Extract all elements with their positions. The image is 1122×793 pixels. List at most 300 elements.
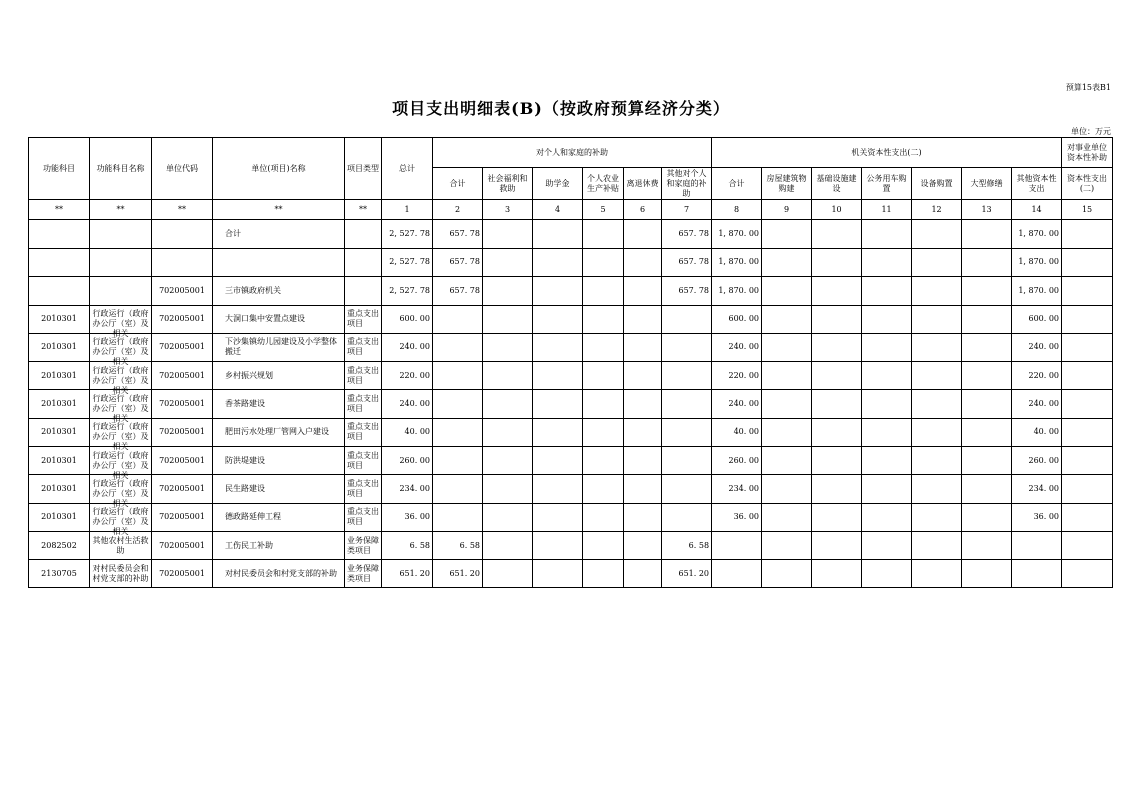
vehicle-cell bbox=[862, 418, 912, 446]
table-row bbox=[29, 446, 1113, 474]
building-cell bbox=[762, 305, 812, 333]
project-name-cell bbox=[213, 418, 345, 446]
subsidy-cap2-cell bbox=[1062, 418, 1113, 446]
capital-sum-cell bbox=[712, 446, 762, 474]
unit-code-cell bbox=[152, 531, 213, 559]
personal-sum-cell bbox=[433, 220, 483, 249]
repair-cell bbox=[962, 475, 1012, 503]
total-cell bbox=[382, 305, 433, 333]
func-name-cell-text: 行政运行（政府办公厅（室）及相关 bbox=[92, 309, 149, 339]
table-row bbox=[29, 531, 1113, 559]
total-cell-text: 260. 00 bbox=[399, 455, 430, 465]
unit-code-cell bbox=[152, 220, 213, 249]
project-name-cell bbox=[213, 220, 345, 249]
personal-other-cell-text: 651. 20 bbox=[678, 568, 710, 578]
table-row bbox=[29, 362, 1113, 390]
personal-other-cell-text: 657. 78 bbox=[678, 285, 710, 295]
func-name-cell bbox=[90, 475, 152, 508]
project-type-cell-text: 重点支出项目 bbox=[347, 337, 379, 357]
col-p-scholar: 助学金 bbox=[533, 168, 583, 200]
index-cell: ** bbox=[29, 200, 90, 220]
capital-other-cell bbox=[1012, 418, 1062, 446]
func-code-cell-text: 2130705 bbox=[41, 568, 77, 578]
unit-code-cell-text: 702005001 bbox=[159, 342, 205, 352]
capital-sum-cell-text: 1, 870. 00 bbox=[718, 228, 760, 238]
scholarship-cell bbox=[533, 333, 583, 361]
col-k-equip: 设备购置 bbox=[912, 168, 962, 200]
capital-sum-cell bbox=[712, 475, 762, 503]
personal-sum-cell bbox=[433, 305, 483, 333]
capital-sum-cell bbox=[712, 560, 762, 588]
building-cell bbox=[762, 475, 812, 503]
func-name-cell-text: 行政运行（政府办公厅（室）及相关 bbox=[92, 450, 149, 480]
infrastructure-cell bbox=[812, 248, 862, 277]
index-cell: ** bbox=[90, 200, 152, 220]
func-code-cell-text: 2010301 bbox=[41, 455, 77, 465]
vehicle-cell bbox=[862, 446, 912, 474]
capital-other-cell-text: 240. 00 bbox=[1028, 342, 1060, 352]
unit-code-cell bbox=[152, 503, 213, 531]
personal-other-cell bbox=[662, 446, 712, 474]
personal-sum-cell bbox=[433, 390, 483, 418]
func-name-cell bbox=[90, 531, 152, 559]
project-type-cell-text: 重点支出项目 bbox=[347, 365, 379, 385]
welfare-cell bbox=[483, 362, 533, 390]
func-code-cell-text: 2010301 bbox=[41, 399, 77, 409]
capital-other-cell-text: 600. 00 bbox=[1028, 314, 1060, 324]
total-cell-text: 234. 00 bbox=[399, 483, 430, 493]
equipment-cell bbox=[912, 560, 962, 588]
retirement-cell bbox=[624, 305, 662, 333]
func-code-cell bbox=[29, 305, 90, 333]
project-name-cell-text: 三市镇政府机关 bbox=[225, 285, 281, 295]
unit-code-cell bbox=[152, 560, 213, 588]
func-name-cell-text: 行政运行（政府办公厅（室）及相关 bbox=[92, 337, 149, 367]
project-name-cell-text: 合计 bbox=[225, 228, 241, 238]
capital-sum-cell bbox=[712, 418, 762, 446]
infrastructure-cell bbox=[812, 277, 862, 306]
col-p-sum: 合计 bbox=[433, 168, 483, 200]
project-type-cell bbox=[345, 418, 382, 446]
scholarship-cell bbox=[533, 248, 583, 277]
personal-sum-cell-text: 657. 78 bbox=[449, 257, 480, 267]
func-code-cell bbox=[29, 248, 90, 277]
func-name-cell-text: 其他农村生活救助 bbox=[92, 535, 149, 555]
total-cell bbox=[382, 503, 433, 531]
subsidy-cap2-cell bbox=[1062, 305, 1113, 333]
building-cell bbox=[762, 248, 812, 277]
agri-subsidy-cell bbox=[583, 362, 624, 390]
capital-sum-cell bbox=[712, 248, 762, 277]
welfare-cell bbox=[483, 531, 533, 559]
project-type-cell-text: 重点支出项目 bbox=[347, 309, 379, 329]
col-p-retire: 离退休费 bbox=[624, 168, 662, 200]
func-code-cell bbox=[29, 390, 90, 418]
personal-sum-cell bbox=[433, 560, 483, 588]
total-cell-text: 40. 00 bbox=[404, 427, 430, 437]
total-cell bbox=[382, 220, 433, 249]
capital-other-cell bbox=[1012, 503, 1062, 531]
repair-cell bbox=[962, 305, 1012, 333]
personal-sum-cell bbox=[433, 333, 483, 361]
col-k-vehicle: 公务用车购置 bbox=[862, 168, 912, 200]
infrastructure-cell bbox=[812, 475, 862, 503]
func-name-cell-text: 行政运行（政府办公厅（室）及相关 bbox=[92, 365, 149, 395]
capital-sum-cell bbox=[712, 277, 762, 306]
agri-subsidy-cell bbox=[583, 390, 624, 418]
table-row bbox=[29, 305, 1113, 333]
capital-sum-cell-text: 40. 00 bbox=[733, 427, 760, 437]
unit-code-cell-text: 702005001 bbox=[159, 427, 205, 437]
project-name-cell bbox=[213, 248, 345, 277]
repair-cell bbox=[962, 418, 1012, 446]
scholarship-cell bbox=[533, 418, 583, 446]
total-cell bbox=[382, 418, 433, 446]
agri-subsidy-cell bbox=[583, 220, 624, 249]
retirement-cell bbox=[624, 333, 662, 361]
func-code-cell bbox=[29, 220, 90, 249]
capital-other-cell bbox=[1012, 475, 1062, 503]
personal-sum-cell bbox=[433, 362, 483, 390]
unit-code-cell bbox=[152, 390, 213, 418]
project-name-cell bbox=[213, 531, 345, 559]
total-cell bbox=[382, 446, 433, 474]
retirement-cell bbox=[624, 560, 662, 588]
project-name-cell-text: 民生路建设 bbox=[225, 483, 265, 493]
personal-other-cell-text: 657. 78 bbox=[678, 257, 710, 267]
equipment-cell bbox=[912, 333, 962, 361]
agri-subsidy-cell bbox=[583, 418, 624, 446]
scholarship-cell bbox=[533, 220, 583, 249]
project-type-cell-text: 重点支出项目 bbox=[347, 507, 379, 527]
equipment-cell bbox=[912, 362, 962, 390]
capital-other-cell bbox=[1012, 277, 1062, 306]
equipment-cell bbox=[912, 277, 962, 306]
unit-label: 单位：万元 bbox=[1071, 127, 1111, 136]
retirement-cell bbox=[624, 277, 662, 306]
table-code: 预算15表B1 bbox=[1065, 83, 1111, 92]
infrastructure-cell bbox=[812, 503, 862, 531]
col-p-welfare: 社会福利和救助 bbox=[483, 168, 533, 200]
project-name-cell-text: 防洪堤建设 bbox=[225, 455, 265, 465]
total-cell-text: 240. 00 bbox=[399, 399, 430, 409]
capital-other-cell bbox=[1012, 248, 1062, 277]
welfare-cell bbox=[483, 390, 533, 418]
func-code-cell-text: 2010301 bbox=[41, 427, 77, 437]
subsidy-cap2-cell bbox=[1062, 446, 1113, 474]
infrastructure-cell bbox=[812, 531, 862, 559]
capital-sum-cell-text: 260. 00 bbox=[728, 455, 760, 465]
project-type-cell bbox=[345, 503, 382, 531]
capital-other-cell bbox=[1012, 560, 1062, 588]
group-subsidy: 对事业单位资本性补助 bbox=[1062, 138, 1113, 168]
project-name-cell bbox=[213, 503, 345, 531]
capital-other-cell-text: 260. 00 bbox=[1028, 455, 1060, 465]
project-type-cell-text: 业务保障类项目 bbox=[347, 535, 379, 555]
capital-sum-cell-text: 240. 00 bbox=[728, 399, 760, 409]
func-name-cell bbox=[90, 503, 152, 537]
personal-other-cell bbox=[662, 248, 712, 277]
project-type-cell bbox=[345, 248, 382, 277]
project-type-cell bbox=[345, 390, 382, 418]
subsidy-cap2-cell bbox=[1062, 333, 1113, 361]
scholarship-cell bbox=[533, 475, 583, 503]
capital-other-cell-text: 1, 870. 00 bbox=[1018, 228, 1060, 238]
personal-other-cell bbox=[662, 418, 712, 446]
func-name-cell-text: 行政运行（政府办公厅（室）及相关 bbox=[92, 507, 149, 537]
total-cell-text: 651. 20 bbox=[399, 568, 430, 578]
col-k-other: 其他资本性支出 bbox=[1012, 168, 1062, 200]
scholarship-cell bbox=[533, 390, 583, 418]
repair-cell bbox=[962, 333, 1012, 361]
repair-cell bbox=[962, 446, 1012, 474]
index-cell: 11 bbox=[862, 200, 912, 220]
capital-other-cell-text: 234. 00 bbox=[1028, 483, 1060, 493]
building-cell bbox=[762, 333, 812, 361]
total-cell bbox=[382, 531, 433, 559]
equipment-cell bbox=[912, 220, 962, 249]
project-type-cell bbox=[345, 446, 382, 474]
repair-cell bbox=[962, 362, 1012, 390]
index-cell: 12 bbox=[912, 200, 962, 220]
func-name-cell-text: 对村民委员会和村党支部的补助 bbox=[92, 563, 149, 583]
project-name-cell-text: 对村民委员会和村党支部的补助 bbox=[225, 568, 337, 578]
vehicle-cell bbox=[862, 362, 912, 390]
table-row bbox=[29, 333, 1113, 361]
scholarship-cell bbox=[533, 277, 583, 306]
index-cell: 7 bbox=[662, 200, 712, 220]
agri-subsidy-cell bbox=[583, 277, 624, 306]
total-cell bbox=[382, 560, 433, 588]
capital-other-cell bbox=[1012, 333, 1062, 361]
subsidy-cap2-cell bbox=[1062, 475, 1113, 503]
building-cell bbox=[762, 531, 812, 559]
unit-code-cell-text: 702005001 bbox=[159, 455, 205, 465]
personal-sum-cell bbox=[433, 248, 483, 277]
total-cell-text: 36. 00 bbox=[404, 512, 430, 522]
equipment-cell bbox=[912, 305, 962, 333]
func-code-cell bbox=[29, 362, 90, 390]
func-code-cell bbox=[29, 418, 90, 446]
welfare-cell bbox=[483, 305, 533, 333]
total-cell-text: 240. 00 bbox=[399, 342, 430, 352]
capital-sum-cell-text: 234. 00 bbox=[728, 483, 760, 493]
vehicle-cell bbox=[862, 503, 912, 531]
repair-cell bbox=[962, 560, 1012, 588]
scholarship-cell bbox=[533, 305, 583, 333]
building-cell bbox=[762, 446, 812, 474]
unit-code-cell bbox=[152, 305, 213, 333]
func-name-cell bbox=[90, 560, 152, 588]
capital-other-cell bbox=[1012, 446, 1062, 474]
building-cell bbox=[762, 560, 812, 588]
agri-subsidy-cell bbox=[583, 333, 624, 361]
personal-sum-cell-text: 657. 78 bbox=[449, 228, 480, 238]
personal-sum-cell-text: 657. 78 bbox=[449, 285, 480, 295]
vehicle-cell bbox=[862, 277, 912, 306]
func-name-cell-text: 行政运行（政府办公厅（室）及相关 bbox=[92, 478, 149, 508]
func-code-cell-text: 2010301 bbox=[41, 342, 77, 352]
personal-sum-cell bbox=[433, 418, 483, 446]
table-row bbox=[29, 248, 1113, 277]
agri-subsidy-cell bbox=[583, 446, 624, 474]
total-cell-text: 2, 527. 78 bbox=[389, 228, 430, 238]
func-name-cell bbox=[90, 277, 152, 306]
func-name-cell bbox=[90, 446, 152, 480]
retirement-cell bbox=[624, 531, 662, 559]
func-code-cell bbox=[29, 475, 90, 503]
index-cell: 8 bbox=[712, 200, 762, 220]
project-type-cell bbox=[345, 531, 382, 559]
welfare-cell bbox=[483, 333, 533, 361]
equipment-cell bbox=[912, 248, 962, 277]
project-name-cell bbox=[213, 446, 345, 474]
capital-sum-cell bbox=[712, 333, 762, 361]
unit-code-cell bbox=[152, 333, 213, 361]
project-name-cell-text: 大洞口集中安置点建设 bbox=[225, 314, 305, 324]
infrastructure-cell bbox=[812, 560, 862, 588]
capital-other-cell-text: 240. 00 bbox=[1028, 399, 1060, 409]
col-s-cap2: 资本性支出(二) bbox=[1062, 168, 1113, 200]
project-name-cell bbox=[213, 333, 345, 361]
personal-other-cell bbox=[662, 390, 712, 418]
vehicle-cell bbox=[862, 531, 912, 559]
personal-other-cell bbox=[662, 560, 712, 588]
building-cell bbox=[762, 418, 812, 446]
group-personal: 对个人和家庭的补助 bbox=[433, 138, 712, 168]
project-type-cell-text: 重点支出项目 bbox=[347, 394, 379, 414]
subsidy-cap2-cell bbox=[1062, 531, 1113, 559]
subsidy-cap2-cell bbox=[1062, 220, 1113, 249]
agri-subsidy-cell bbox=[583, 503, 624, 531]
table-row bbox=[29, 475, 1113, 503]
retirement-cell bbox=[624, 475, 662, 503]
func-name-cell bbox=[90, 305, 152, 339]
capital-other-cell-text: 36. 00 bbox=[1033, 512, 1060, 522]
total-cell bbox=[382, 277, 433, 306]
welfare-cell bbox=[483, 503, 533, 531]
func-name-cell bbox=[90, 390, 152, 424]
project-name-cell bbox=[213, 475, 345, 503]
equipment-cell bbox=[912, 446, 962, 474]
infrastructure-cell bbox=[812, 305, 862, 333]
index-cell: 10 bbox=[812, 200, 862, 220]
col-unitname: 单位(项目)名称 bbox=[213, 138, 345, 200]
scholarship-cell bbox=[533, 503, 583, 531]
unit-code-cell-text: 702005001 bbox=[159, 568, 205, 578]
welfare-cell bbox=[483, 475, 533, 503]
welfare-cell bbox=[483, 418, 533, 446]
project-type-cell bbox=[345, 220, 382, 249]
index-cell: ** bbox=[345, 200, 382, 220]
col-p-agri: 个人农业生产补贴 bbox=[583, 168, 624, 200]
personal-sum-cell bbox=[433, 475, 483, 503]
personal-sum-cell-text: 651. 20 bbox=[449, 568, 480, 578]
subsidy-cap2-cell bbox=[1062, 362, 1113, 390]
group-capital: 机关资本性支出(二) bbox=[712, 138, 1062, 168]
repair-cell bbox=[962, 531, 1012, 559]
func-name-cell-text: 行政运行（政府办公厅（室）及相关 bbox=[92, 394, 149, 424]
index-cell: 4 bbox=[533, 200, 583, 220]
agri-subsidy-cell bbox=[583, 560, 624, 588]
scholarship-cell bbox=[533, 560, 583, 588]
project-name-cell-text: 肥田污水处理厂管网入户建设 bbox=[225, 427, 329, 437]
total-cell bbox=[382, 362, 433, 390]
welfare-cell bbox=[483, 277, 533, 306]
subsidy-cap2-cell bbox=[1062, 277, 1113, 306]
personal-other-cell bbox=[662, 305, 712, 333]
col-p-other: 其他对个人和家庭的补助 bbox=[662, 168, 712, 200]
personal-other-cell bbox=[662, 277, 712, 306]
personal-other-cell bbox=[662, 333, 712, 361]
unit-code-cell bbox=[152, 475, 213, 503]
index-cell: 14 bbox=[1012, 200, 1062, 220]
unit-code-cell bbox=[152, 248, 213, 277]
index-row bbox=[29, 200, 1113, 220]
func-code-cell bbox=[29, 503, 90, 531]
infrastructure-cell bbox=[812, 333, 862, 361]
capital-other-cell bbox=[1012, 220, 1062, 249]
total-cell-text: 220. 00 bbox=[399, 370, 430, 380]
equipment-cell bbox=[912, 475, 962, 503]
vehicle-cell bbox=[862, 475, 912, 503]
equipment-cell bbox=[912, 531, 962, 559]
personal-sum-cell bbox=[433, 503, 483, 531]
capital-sum-cell bbox=[712, 362, 762, 390]
unit-code-cell-text: 702005001 bbox=[159, 370, 205, 380]
subsidy-cap2-cell bbox=[1062, 560, 1113, 588]
vehicle-cell bbox=[862, 390, 912, 418]
capital-sum-cell bbox=[712, 531, 762, 559]
capital-sum-cell-text: 220. 00 bbox=[728, 370, 760, 380]
unit-code-cell bbox=[152, 277, 213, 306]
col-total: 总计 bbox=[382, 138, 433, 200]
func-code-cell-text: 2082502 bbox=[41, 540, 77, 550]
welfare-cell bbox=[483, 248, 533, 277]
project-name-cell bbox=[213, 390, 345, 418]
vehicle-cell bbox=[862, 560, 912, 588]
func-name-cell bbox=[90, 418, 152, 452]
vehicle-cell bbox=[862, 305, 912, 333]
unit-code-cell-text: 702005001 bbox=[159, 314, 205, 324]
project-type-cell bbox=[345, 362, 382, 390]
unit-code-cell-text: 702005001 bbox=[159, 399, 205, 409]
unit-code-cell bbox=[152, 362, 213, 390]
total-cell-text: 600. 00 bbox=[399, 314, 430, 324]
func-code-cell-text: 2010301 bbox=[41, 314, 77, 324]
project-name-cell bbox=[213, 560, 345, 588]
total-cell-text: 2, 527. 78 bbox=[389, 257, 430, 267]
retirement-cell bbox=[624, 362, 662, 390]
repair-cell bbox=[962, 220, 1012, 249]
personal-other-cell bbox=[662, 475, 712, 503]
project-name-cell-text: 香茶路建设 bbox=[225, 399, 265, 409]
agri-subsidy-cell bbox=[583, 248, 624, 277]
col-func: 功能科目 bbox=[29, 138, 90, 200]
subsidy-cap2-cell bbox=[1062, 503, 1113, 531]
index-cell: ** bbox=[213, 200, 345, 220]
agri-subsidy-cell bbox=[583, 475, 624, 503]
personal-sum-cell bbox=[433, 531, 483, 559]
func-name-cell bbox=[90, 333, 152, 367]
col-funcname: 功能科目名称 bbox=[90, 138, 152, 200]
project-name-cell bbox=[213, 362, 345, 390]
capital-other-cell bbox=[1012, 305, 1062, 333]
agri-subsidy-cell bbox=[583, 531, 624, 559]
table-row bbox=[29, 418, 1113, 446]
welfare-cell bbox=[483, 560, 533, 588]
personal-sum-cell bbox=[433, 277, 483, 306]
